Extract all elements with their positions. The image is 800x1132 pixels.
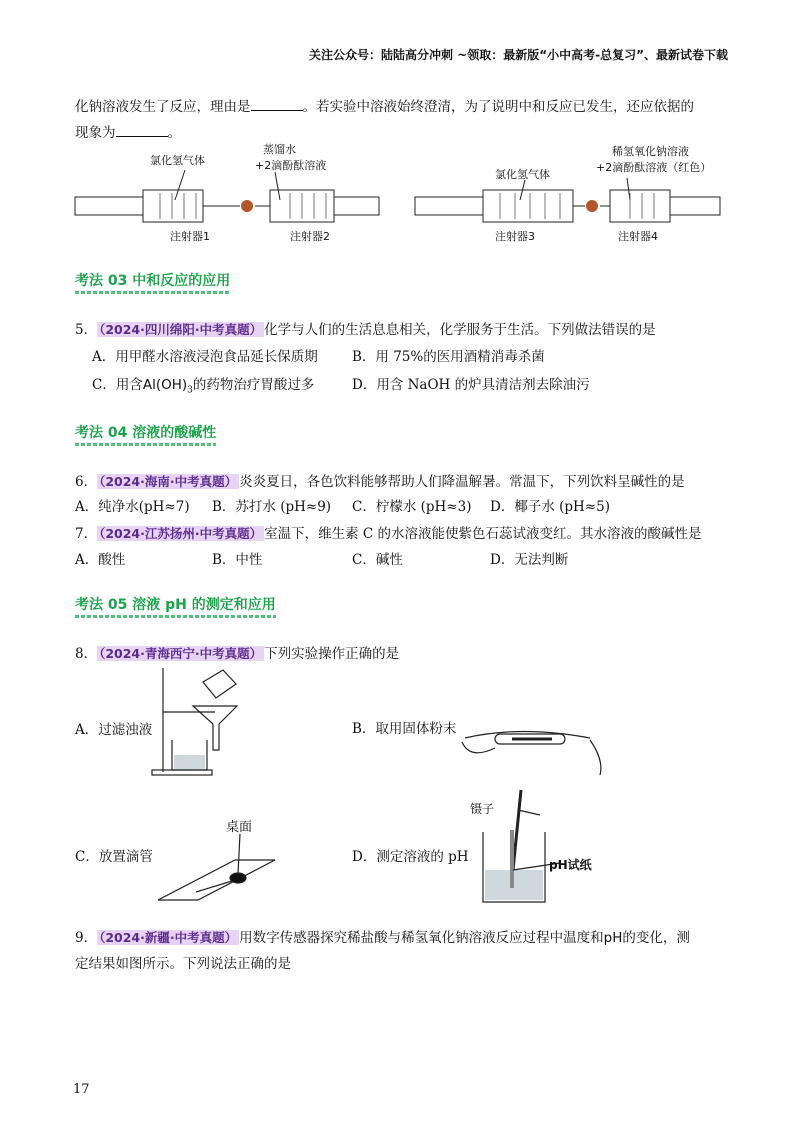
q8-option-c[interactable]: C．放置滴管: [75, 849, 153, 865]
q5-option-a[interactable]: A．用甲醛水溶液浸泡食品延长保质期: [92, 349, 318, 365]
naoh-label-1: 稀氢氧化钠溶液: [612, 145, 689, 158]
gas-label-right: 氯化氢气体: [495, 168, 550, 181]
question-number: 6．: [75, 474, 98, 490]
water-label-2: +2滴酚酞溶液: [255, 159, 327, 172]
source-tag: （2024·海南·中考真题）: [99, 474, 238, 489]
q8-option-b[interactable]: B．取用固体粉末: [352, 721, 457, 737]
question-text: 炎炎夏日，各色饮料能够帮助人们降温解暑。常温下，下列饮料呈碱性的是: [239, 474, 685, 490]
tweezer-label: 镊子: [470, 802, 495, 816]
section-title-text: 考法 04 溶液的酸碱性: [75, 425, 217, 441]
source-tag: （2024·江苏扬州·中考真题）: [99, 526, 263, 541]
question-number: 5．: [75, 322, 98, 338]
desk-label: 桌面: [226, 820, 253, 835]
source-tag: （2024·新疆·中考真题）: [99, 930, 238, 945]
question-text: 下列实验操作正确的是: [264, 646, 400, 662]
q5-option-d[interactable]: D．用含 NaOH 的炉具清洁剂去除油污: [352, 377, 590, 393]
syringe-4-label: 注射器4: [618, 230, 658, 243]
option-text: C．用含: [92, 377, 143, 393]
q5-option-b[interactable]: B．用 75%的医用酒精消毒杀菌: [352, 349, 545, 365]
question-text: 室温下，维生素 C 的水溶液能使紫色石蕊试液变红。其水溶液的酸碱性是: [264, 526, 702, 542]
section-title-text: 考法 05 溶液 pH 的测定和应用: [75, 597, 276, 613]
intro-text: 现象为: [75, 125, 116, 141]
q6-option-a[interactable]: A．纯净水(pH≈7): [75, 499, 190, 515]
question-text: 的变化，测: [622, 930, 690, 946]
source-tag: （2024·四川绵阳·中考真题）: [99, 322, 263, 337]
gas-label-left: 氯化氢气体: [150, 154, 205, 167]
source-tag: （2024·青海西宁·中考真题）: [99, 646, 263, 661]
q8-option-a[interactable]: A．过滤浊液: [75, 722, 153, 738]
q7-option-b[interactable]: B．中性: [212, 552, 263, 568]
naoh-label-2: +2滴酚酞溶液（红色）: [596, 161, 712, 174]
page-header: 关注公众号：陆陆高分冲刺 ~领取：最新版“小中高考-总复习”、最新试卷下载: [309, 48, 728, 62]
intro-text: 。若实验中溶液始终澄清，为了说明中和反应已发生，还应依据的: [302, 99, 694, 115]
ph-paper-label: pH试纸: [549, 858, 592, 872]
question-9-stem: [75, 926, 690, 946]
section-title-text: 考法 03 中和反应的应用: [75, 273, 231, 289]
intro-text: 。: [167, 125, 181, 141]
q7-option-a[interactable]: A．酸性: [75, 552, 126, 568]
option-text: 的药物治疗胃酸过多: [192, 377, 315, 393]
question-number: 7．: [75, 526, 98, 542]
formula-subscript: 3: [187, 385, 193, 396]
q7-option-d[interactable]: D．无法判断: [490, 552, 569, 568]
q6-option-b[interactable]: B．苏打水 (pH≈9): [212, 499, 332, 515]
question-number: 9．: [75, 930, 98, 946]
syringe-2-label: 注射器2: [290, 230, 330, 243]
q8-option-d[interactable]: D．测定溶液的 pH: [352, 849, 469, 865]
q6-option-c[interactable]: C．柠檬水 (pH≈3): [352, 499, 472, 515]
syringe-1-label: 注射器1: [170, 230, 210, 243]
ph-symbol: pH: [603, 930, 623, 946]
page-number: 17: [73, 1082, 90, 1097]
intro-text: 化钠溶液发生了反应，理由是: [75, 99, 251, 115]
question-number: 8．: [75, 646, 98, 662]
q6-option-d[interactable]: D．椰子水 (pH≈5): [490, 499, 610, 515]
question-9-line-2: 定结果如图所示。下列说法正确的是: [75, 956, 291, 972]
q7-option-c[interactable]: C．碱性: [352, 552, 403, 568]
water-label-1: 蒸馏水: [263, 143, 296, 156]
chemical-formula: Al(OH): [142, 377, 188, 393]
question-text: 化学与人们的生活息息相关，化学服务于生活。下列做法错误的是: [264, 322, 656, 338]
syringe-3-label: 注射器3: [495, 230, 535, 243]
question-text: 用数字传感器探究稀盐酸与稀氢氧化钠溶液反应过程中温度和: [239, 930, 604, 946]
